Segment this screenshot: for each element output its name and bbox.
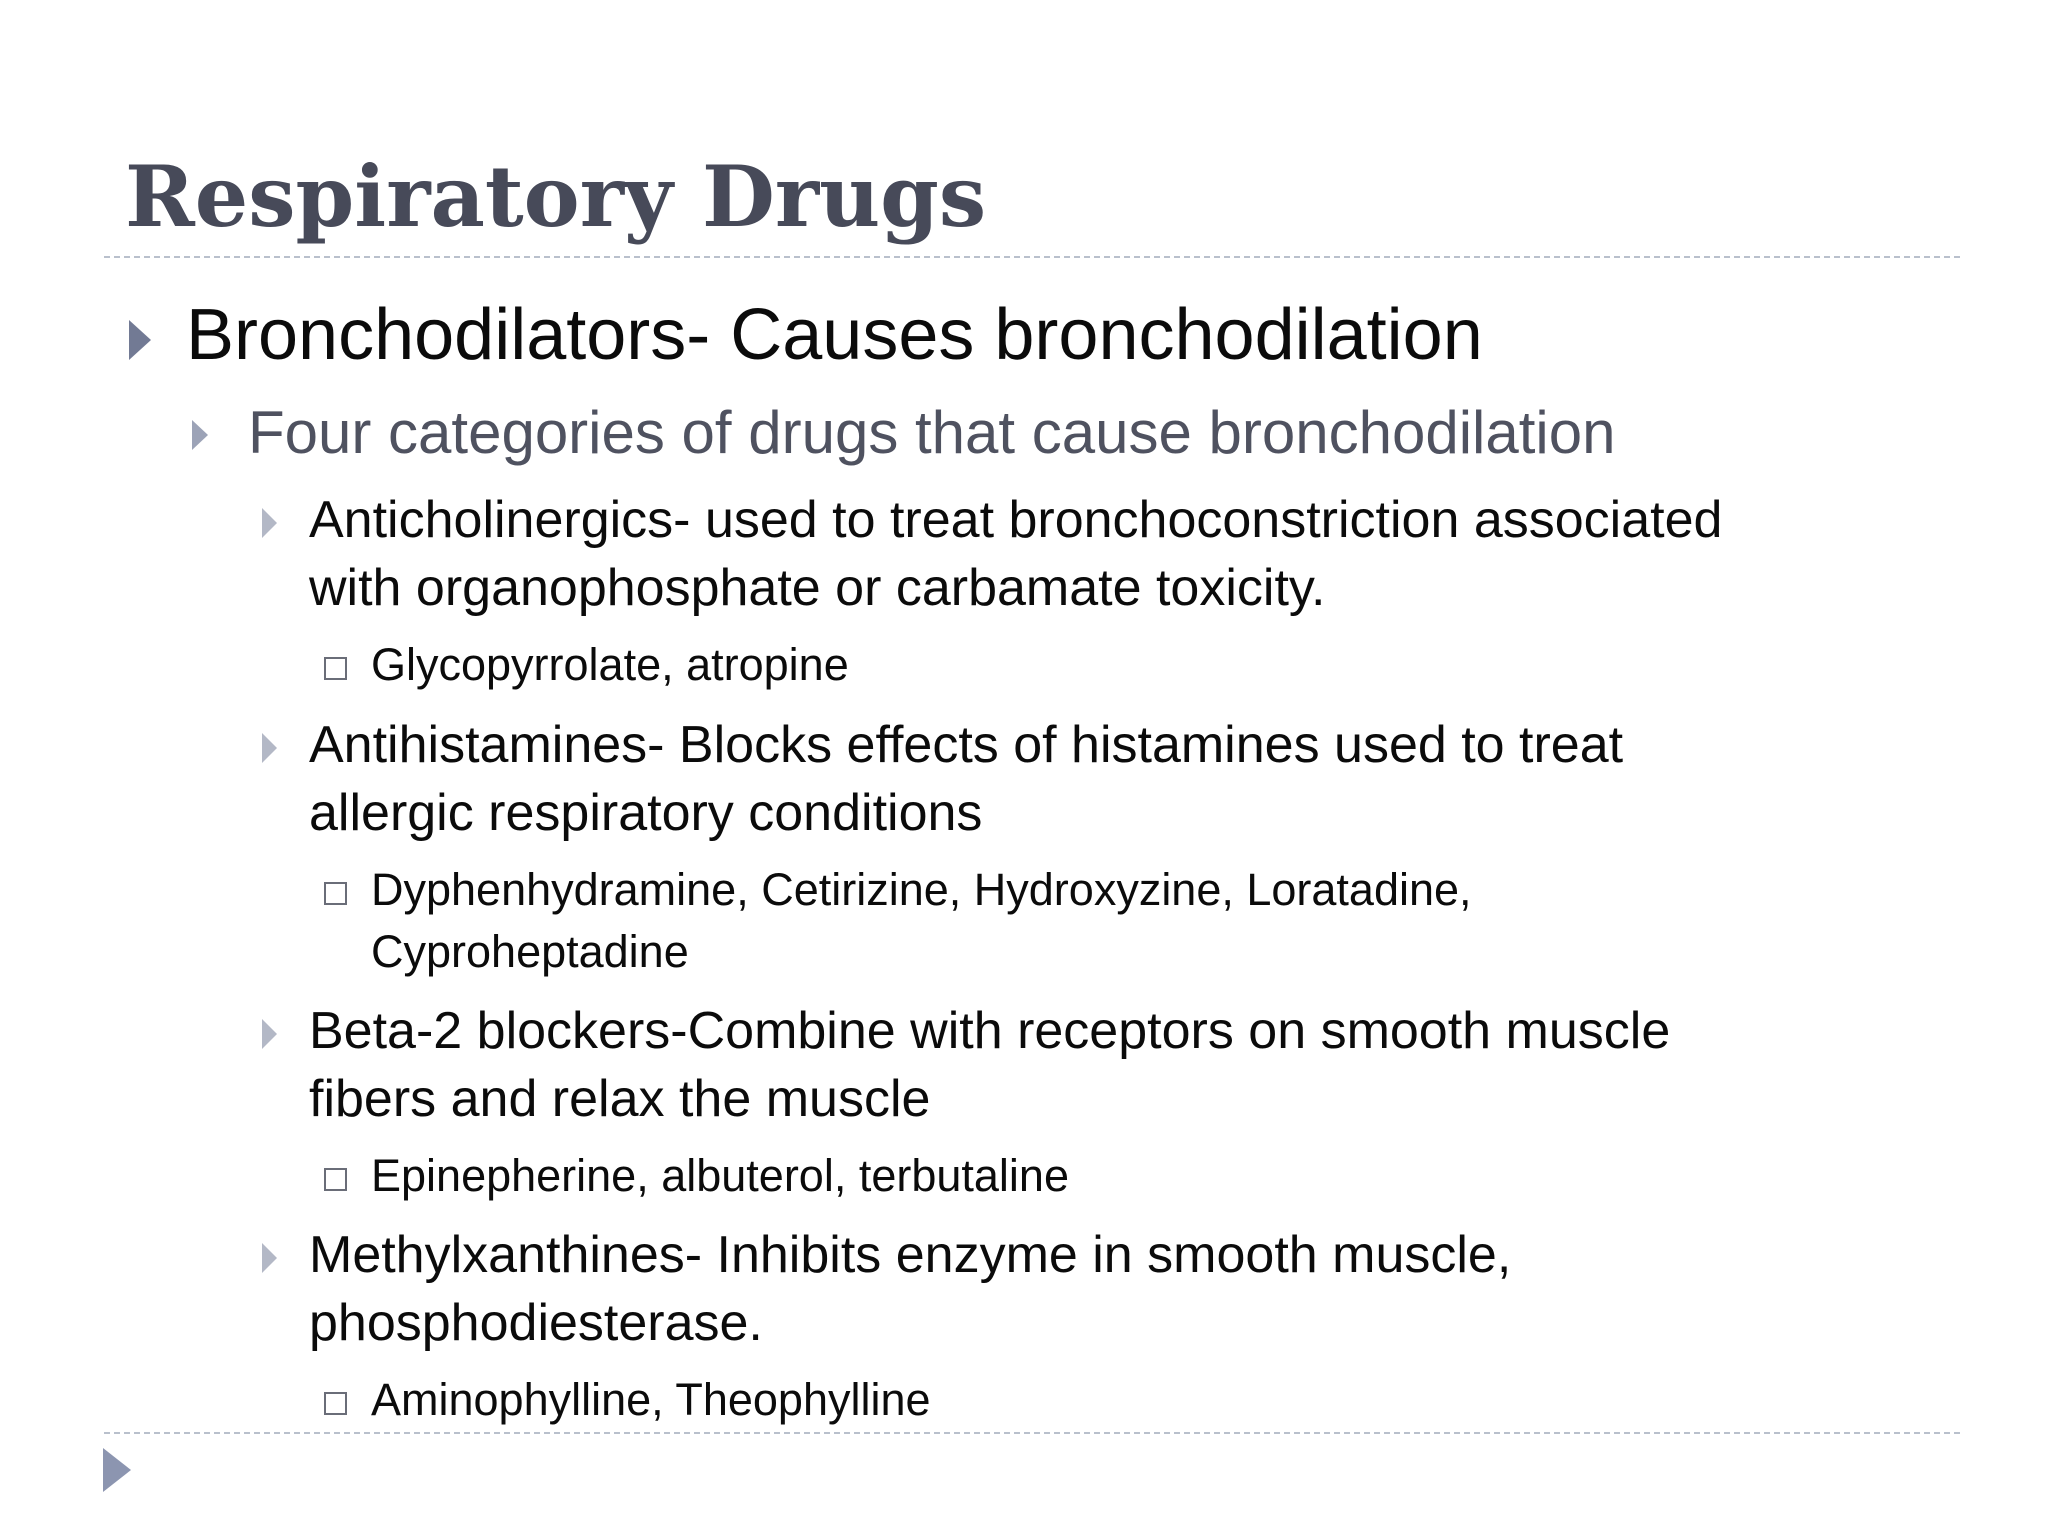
category-line: fibers and relax the muscle bbox=[309, 1070, 931, 1128]
triangle-bullet-icon bbox=[129, 320, 151, 360]
drug-examples: Aminophylline, Theophylline bbox=[371, 1374, 931, 1425]
level1-bullet-text: Bronchodilators- Causes bronchodilation bbox=[186, 295, 1483, 375]
category-line: with organophosphate or carbamate toxicity. bbox=[309, 559, 1326, 617]
drug-examples: Epinepherine, albuterol, terbutaline bbox=[371, 1150, 1069, 1201]
drug-examples: Glycopyrrolate, atropine bbox=[371, 639, 849, 690]
category-line: Methylxanthines- Inhibits enzyme in smooth muscle, bbox=[309, 1226, 1512, 1284]
title-divider bbox=[104, 256, 1960, 258]
category-line: Anticholinergics- used to treat bronchoconstriction associated bbox=[309, 491, 1723, 549]
footer-divider bbox=[104, 1432, 1960, 1434]
category-line: Beta-2 blockers-Combine with receptors on smooth muscle bbox=[309, 1002, 1671, 1060]
triangle-bullet-icon bbox=[192, 420, 208, 450]
drug-examples: Cyproheptadine bbox=[371, 926, 689, 977]
square-bullet-icon bbox=[324, 882, 347, 905]
category-line: phosphodiesterase. bbox=[309, 1294, 763, 1352]
triangle-bullet-icon bbox=[262, 1243, 277, 1273]
square-bullet-icon bbox=[324, 657, 347, 680]
category-line: Antihistamines- Blocks effects of histamines used to treat bbox=[309, 716, 1624, 774]
triangle-bullet-icon bbox=[262, 1019, 277, 1049]
next-slide-icon[interactable] bbox=[103, 1448, 131, 1492]
triangle-bullet-icon bbox=[262, 508, 277, 538]
square-bullet-icon bbox=[324, 1392, 347, 1415]
square-bullet-icon bbox=[324, 1168, 347, 1191]
category-line: allergic respiratory conditions bbox=[309, 784, 983, 842]
slide-title: Respiratory Drugs bbox=[125, 147, 987, 246]
drug-examples: Dyphenhydramine, Cetirizine, Hydroxyzine, Loratadine, bbox=[371, 864, 1472, 915]
level2-bullet-text: Four categories of drugs that cause bronchodilation bbox=[248, 399, 1616, 466]
triangle-bullet-icon bbox=[262, 733, 277, 763]
